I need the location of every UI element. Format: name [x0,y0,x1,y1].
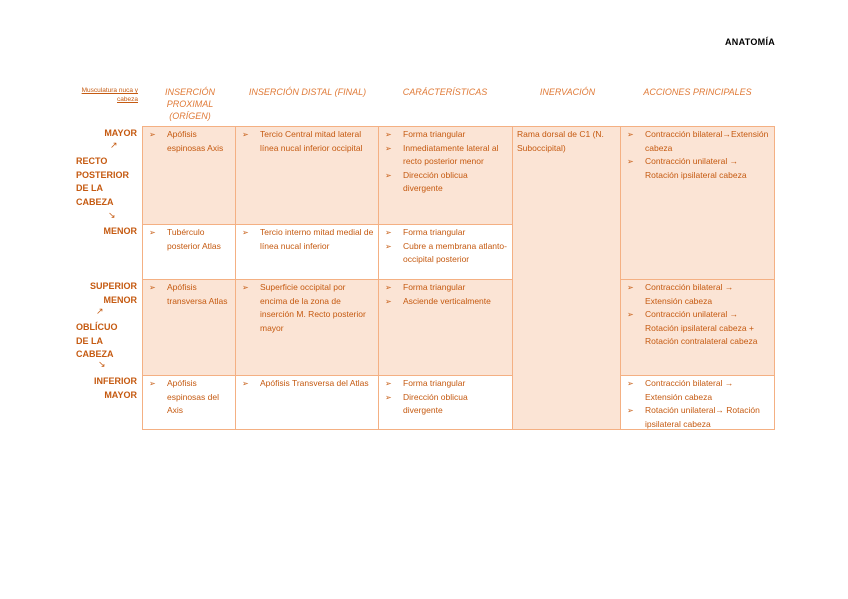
cell-acciones-recto [620,126,775,280]
arrow-down-icon: ↘ [98,359,106,369]
row-label-superior-menor: SUPERIOR MENOR [89,281,137,305]
cell-caracteristicas-inferior-mayor [378,375,513,430]
cell-text: Inmediatamente lateral al recto posterior menor [403,142,499,166]
cell-caracteristicas-superior-menor [378,279,513,376]
cell-text: Forma triangular [403,282,466,292]
header-insercion-distal: INSERCIÓN DISTAL (FINAL) [248,87,367,97]
cell-acciones-superior-menor [620,279,775,376]
cell-text: Contracción bilateral→Extensión cabeza [645,129,769,153]
cell-text: Apófisis Transversa del Atlas [260,378,369,388]
cell-caracteristicas-mayor [378,126,513,225]
bullet-icon: ➢ [627,310,634,319]
bullet-icon: ➢ [627,157,634,166]
bullet-icon: ➢ [627,406,634,415]
row-label-inferior-mayor: INFERIOR MAYOR [93,376,137,400]
cell-text: Contracción bilateral → Extensión cabeza [645,378,734,402]
bullet-icon: ➢ [385,130,392,139]
arrow-down-icon: ↘ [108,210,116,220]
header-insercion-proximal: INSERCIÓN PROXIMAL (ORÍGEN) [164,87,215,121]
cell-text: Asciende verticalmente [403,295,491,306]
cell-text: Forma triangular [403,378,466,388]
bullet-icon: ➢ [385,392,392,402]
cell-text: Dirección oblicua divergente [403,391,468,415]
cell-text: Forma triangular [403,227,466,237]
cell-text: Apófisis transversa Atlas [167,282,228,306]
cell-proximal-inferior-mayor [142,375,236,430]
cell-text: Forma triangular [403,129,466,139]
cell-text: Contracción bilateral → Extensión cabeza [645,282,734,306]
cell-text: Contracción unilateral → Rotación ipsilateral cabeza [645,156,747,180]
cell-proximal-mayor [142,126,236,225]
bullet-icon: ➢ [627,379,634,388]
bullet-icon: ➢ [385,143,392,153]
cell-text: Tercio Central mitad lateral línea nucal inferior occipital [260,129,363,153]
group-label-recto-posterior: RECTO POSTERIOR DE LA CABEZA [76,156,130,207]
bullet-icon: ➢ [385,379,392,388]
cell-inervacion [512,126,621,430]
arrow-up-icon: ↗ [110,140,118,150]
cell-proximal-superior-menor [142,279,236,376]
bullet-icon: ➢ [242,228,249,237]
cell-distal-mayor [235,126,379,225]
bullet-icon: ➢ [149,130,156,139]
bullet-icon: ➢ [385,241,392,251]
bullet-icon: ➢ [627,283,634,292]
bullet-icon: ➢ [385,170,392,180]
bullet-icon: ➢ [242,283,249,292]
cell-text: Cubre a membrana atlanto-occipital posterior [403,240,507,264]
bullet-icon: ➢ [627,130,634,139]
bullet-icon: ➢ [242,130,249,139]
cell-acciones-inferior-mayor [620,375,775,430]
bullet-icon: ➢ [385,296,392,306]
cell-text: Contracción unilateral → Rotación ipsilateral cabeza + Rotación contralateral cabeza [645,309,758,346]
cell-text: Superficie occipital por encima de la zona de inserción M. Recto posterior mayor [260,282,366,333]
arrow-up-icon: ↗ [96,306,104,316]
cell-distal-inferior-mayor [235,375,379,430]
cell-text: Tubérculo posterior Atlas [167,227,221,251]
header-caracteristicas: CARÁCTERÍSTICAS [402,87,488,97]
cell-text: Apófisis espinosas del Axis [167,378,219,415]
group-label-obliquo: OBLÍCUO DE LA CABEZA [76,322,118,359]
header-acciones: ACCIONES PRINCIPALES [643,87,752,97]
row-label-mayor: MAYOR [104,128,137,138]
bullet-icon: ➢ [149,283,156,292]
row-label-menor: MENOR [103,226,137,236]
cell-distal-superior-menor [235,279,379,376]
cell-text: Tercio interno mitad medial de línea nucal inferior [260,227,374,251]
cell-text: Rama dorsal de C1 (N. Suboccipital) [517,129,604,153]
cell-text: Apófisis espinosas Axis [167,129,224,153]
bullet-icon: ➢ [385,283,392,292]
cell-distal-menor [235,224,379,280]
bullet-icon: ➢ [385,228,392,237]
bullet-icon: ➢ [242,379,249,388]
bullet-icon: ➢ [149,228,156,237]
header-inervacion: INERVACIÓN [539,87,596,97]
document-title: ANATOMÍA [725,37,776,47]
cell-proximal-menor [142,224,236,280]
table-label: Musculatura nuca y cabeza [81,87,138,103]
bullet-icon: ➢ [149,379,156,388]
cell-text: Rotación unilateral→ Rotación ipsilateral cabeza [645,405,760,429]
cell-text: Dirección oblicua divergente [403,169,468,193]
cell-caracteristicas-menor [378,224,513,280]
